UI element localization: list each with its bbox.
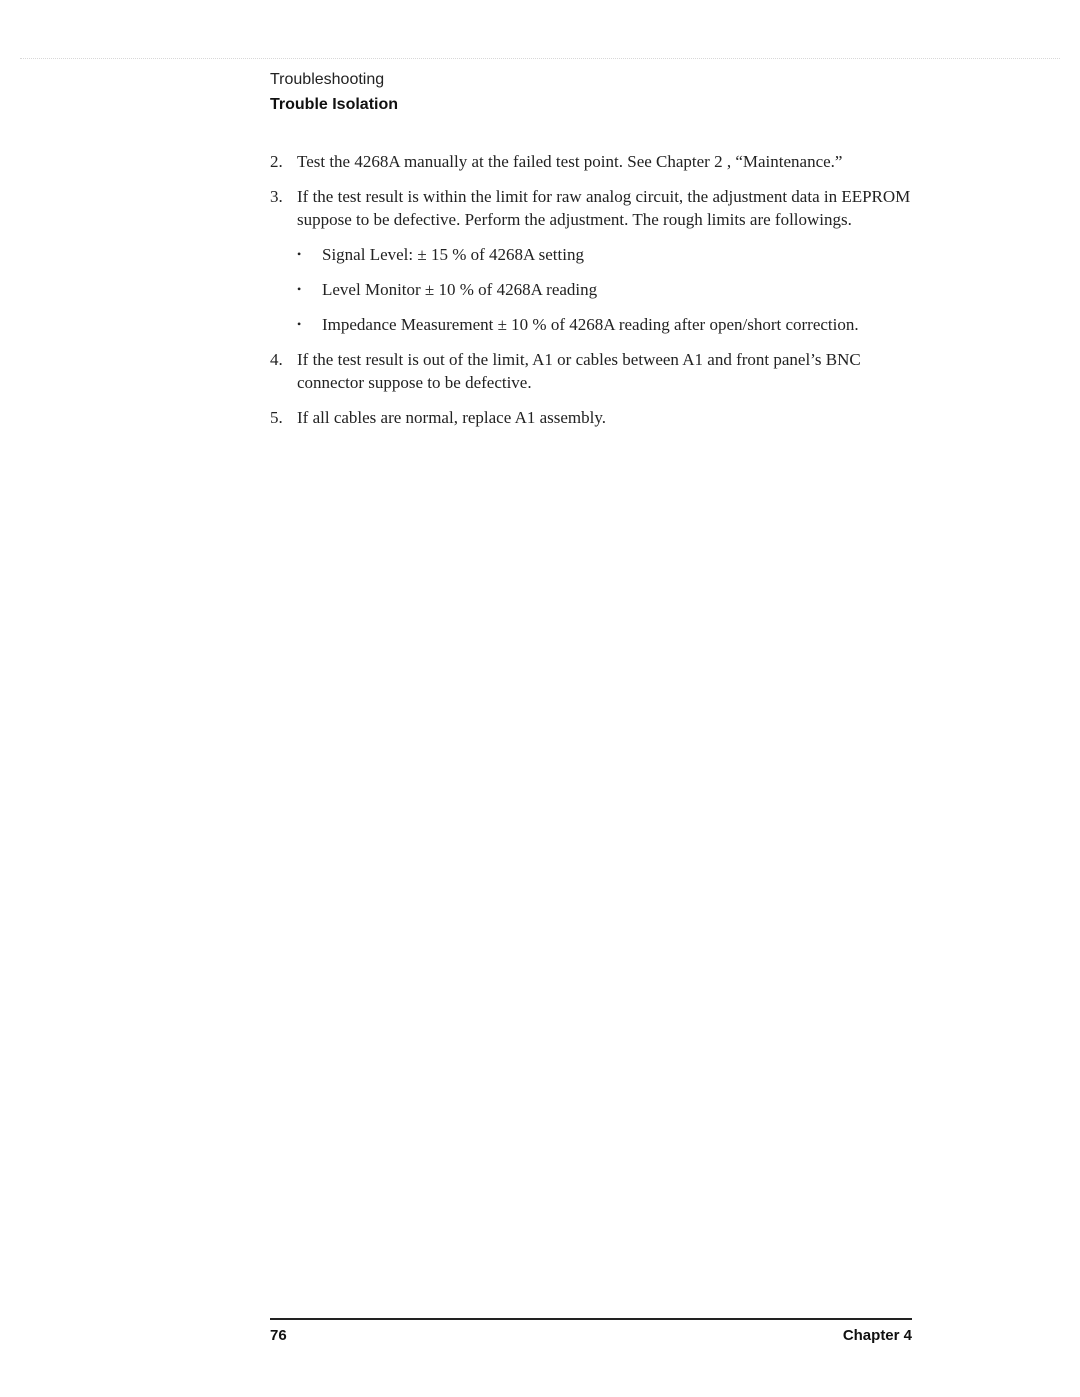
limits-list (297, 243, 920, 336)
running-header (270, 70, 398, 115)
step-2 (270, 150, 920, 173)
step-number: 2. (270, 152, 283, 171)
list-item-text: Impedance Measurement ± 10 % of 4268A reading after open/short correction. (322, 315, 859, 334)
list-item (297, 278, 920, 301)
step-number: 3. (270, 187, 283, 206)
step-text: If the test result is out of the limit, A1 or cables between A1 and front panel’s BNC connector suppose to be defective. (297, 350, 861, 392)
page-number: 76 (270, 1327, 287, 1344)
list-item (297, 313, 920, 336)
header-chapter-name: Troubleshooting (270, 71, 385, 88)
page-footer (270, 1327, 912, 1344)
bullet-icon: • (297, 317, 302, 331)
step-number: 5. (270, 408, 283, 427)
bullet-icon: • (297, 282, 302, 296)
bullet-icon: • (297, 247, 302, 261)
list-item (297, 243, 920, 266)
list-item-text: Signal Level: ± 15 % of 4268A setting (322, 245, 584, 264)
step-text: If all cables are normal, replace A1 assembly. (297, 408, 607, 427)
step-3 (270, 185, 920, 231)
step-4 (270, 348, 920, 394)
step-text: Test the 4268A manually at the failed test point. See Chapter 2 , “Maintenance.” (297, 152, 843, 171)
page-body (270, 150, 920, 441)
footer-chapter-label: Chapter 4 (842, 1327, 912, 1344)
step-number: 4. (270, 350, 283, 369)
header-section-name: Trouble Isolation (270, 96, 399, 113)
scan-artifact-line (20, 58, 1060, 59)
step-5 (270, 406, 920, 429)
step-text: If the test result is within the limit for raw analog circuit, the adjustment data in EEPROM suppose to be defective. Perform the adjustment. The rough limits are followings. (297, 187, 911, 229)
footer-rule (270, 1318, 912, 1320)
list-item-text: Level Monitor ± 10 % of 4268A reading (322, 280, 598, 299)
